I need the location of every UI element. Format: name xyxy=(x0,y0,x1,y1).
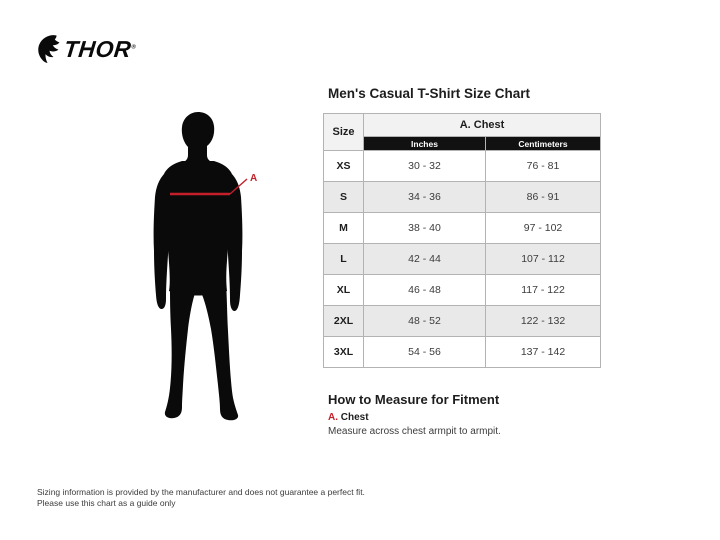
table-unit-header-row xyxy=(324,137,601,151)
inches-value: 42 - 44 xyxy=(364,244,486,275)
measure-section-heading: How to Measure for Fitment xyxy=(328,392,500,407)
size-value: 3XL xyxy=(324,337,364,368)
centimeters-value: 137 - 142 xyxy=(486,337,601,368)
measure-item-chest xyxy=(328,412,501,437)
measure-item-description: Measure across chest armpit to armpit. xyxy=(328,426,501,437)
chest-column-header: A. Chest xyxy=(364,114,601,137)
size-column-header: Size xyxy=(324,114,364,151)
table-row xyxy=(324,275,601,306)
centimeters-value: 122 - 132 xyxy=(486,306,601,337)
table-row xyxy=(324,337,601,368)
thor-helmet-icon xyxy=(37,35,60,63)
brand-logo xyxy=(37,35,136,63)
disclaimer-line-1: Sizing information is provided by the manufacturer and does not guarantee a perfect fit. xyxy=(37,487,365,497)
table-row xyxy=(324,182,601,213)
chart-title: Men's Casual T-Shirt Size Chart xyxy=(328,86,531,101)
measure-item-label xyxy=(328,412,501,423)
size-value: M xyxy=(324,213,364,244)
table-row xyxy=(324,244,601,275)
size-value: S xyxy=(324,182,364,213)
centimeters-unit-header: Centimeters xyxy=(486,137,601,151)
size-value: XL xyxy=(324,275,364,306)
inches-value: 48 - 52 xyxy=(364,306,486,337)
registered-trademark: ® xyxy=(131,43,137,50)
size-value: L xyxy=(324,244,364,275)
brand-name: THOR® xyxy=(62,35,137,62)
disclaimer xyxy=(37,487,365,509)
inches-value: 34 - 36 xyxy=(364,182,486,213)
centimeters-value: 107 - 112 xyxy=(486,244,601,275)
chest-marker-label: A xyxy=(250,173,258,184)
measure-item-letter: A. xyxy=(328,412,338,423)
inches-value: 30 - 32 xyxy=(364,151,486,182)
measurement-diagram xyxy=(120,85,300,435)
inches-value: 46 - 48 xyxy=(364,275,486,306)
inches-unit-header: Inches xyxy=(364,137,486,151)
size-value: XS xyxy=(324,151,364,182)
inches-value: 38 - 40 xyxy=(364,213,486,244)
centimeters-value: 117 - 122 xyxy=(486,275,601,306)
size-value: 2XL xyxy=(324,306,364,337)
table-header-row xyxy=(324,114,601,137)
measure-item-name: Chest xyxy=(340,412,369,423)
centimeters-value: 86 - 91 xyxy=(486,182,601,213)
table-row xyxy=(324,213,601,244)
size-chart-table xyxy=(323,113,601,368)
male-silhouette-graphic xyxy=(120,85,300,435)
centimeters-value: 97 - 102 xyxy=(486,213,601,244)
table-row xyxy=(324,306,601,337)
inches-value: 54 - 56 xyxy=(364,337,486,368)
centimeters-value: 76 - 81 xyxy=(486,151,601,182)
disclaimer-line-2: Please use this chart as a guide only xyxy=(37,498,176,508)
table-row xyxy=(324,151,601,182)
